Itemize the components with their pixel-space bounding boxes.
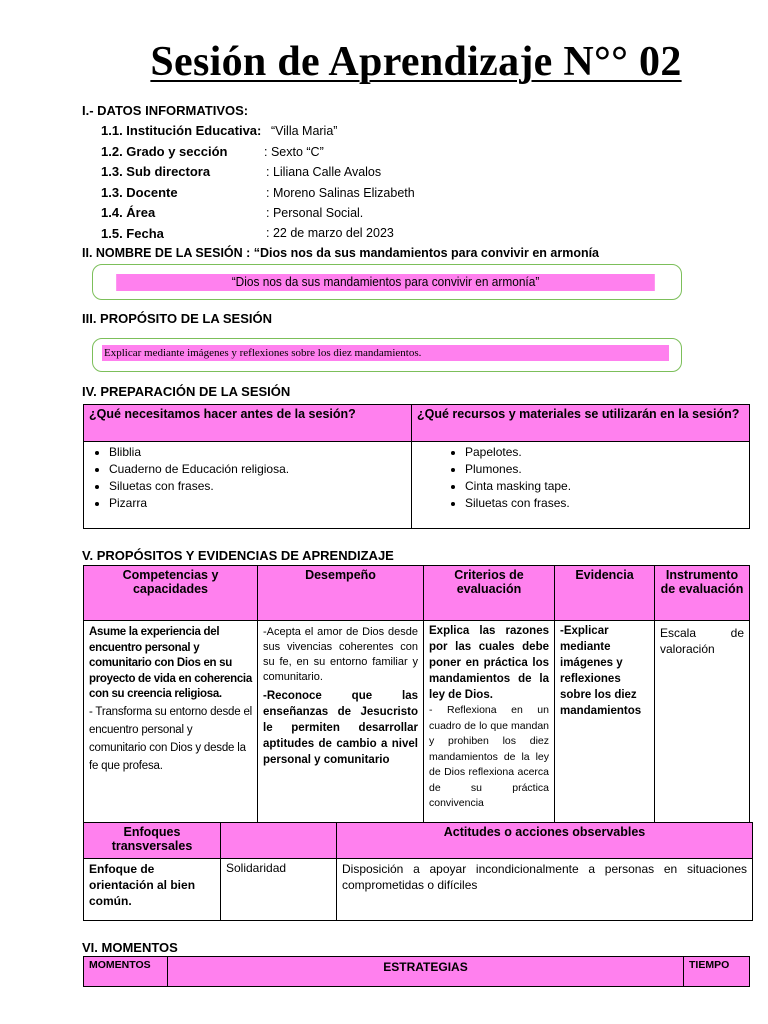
- list-item: • Siluetas con frases.: [465, 495, 744, 512]
- header-momentos: MOMENTOS: [84, 957, 168, 987]
- section-3-heading: III. PROPÓSITO DE LA SESIÓN: [82, 311, 272, 326]
- enfoque-cell: Enfoque de orientación al bien común.: [84, 859, 221, 921]
- info-value-grado: : Sexto “C”: [264, 145, 324, 159]
- competencia-sub: - Transforma su entorno desde el encuentro personal y comunitario con Dios y desde la fe que profesa.: [89, 705, 252, 772]
- criterio-1: Explica las razones por las cuales debe poner en práctica los mandamientos de la ley de Dios.: [429, 625, 549, 701]
- info-label-area: 1.4. Área: [101, 205, 156, 220]
- header-competencias: Competencias y capacidades: [84, 566, 258, 621]
- section-5-heading: V. PROPÓSITOS Y EVIDENCIAS DE APRENDIZAJE: [82, 548, 394, 563]
- header-desempeno: Desempeño: [258, 566, 424, 621]
- competencia-main: Asume la experiencia del encuentro personal y comunitario con Dios en su proyecto de vida en coherencia con su creencia religiosa.: [89, 626, 252, 700]
- info-label-docente: 1.3. Docente: [101, 185, 178, 200]
- session-name-text: “Dios nos da sus mandamientos para convivir en armonía”: [116, 274, 655, 291]
- prep-before-list-cell: [84, 442, 412, 529]
- info-value-area: : Personal Social.: [266, 206, 364, 220]
- valor-cell: Solidaridad: [221, 859, 337, 921]
- list-item: • Plumones.: [465, 461, 744, 478]
- header-actitudes: Actitudes o acciones observables: [337, 823, 753, 859]
- info-label-grado: 1.2. Grado y sección: [101, 144, 228, 159]
- preparation-table: [83, 404, 750, 529]
- enfoques-table: [83, 822, 753, 921]
- info-label-institucion: 1.1. Institución Educativa:: [101, 123, 262, 138]
- header-valor-empty: [221, 823, 337, 859]
- prep-header-before: ¿Qué necesitamos hacer antes de la sesión?: [84, 405, 412, 442]
- prep-header-resources: ¿Qué recursos y materiales se utilizarán en la sesión?: [412, 405, 750, 442]
- purpose-text: Explicar mediante imágenes y reflexiones sobre los diez mandamientos.: [102, 345, 669, 361]
- list-item: • Cinta masking tape.: [465, 478, 744, 495]
- competencia-cell: [84, 621, 258, 823]
- prep-resources-list-cell: [412, 442, 750, 529]
- list-item: • Papelotes.: [465, 444, 744, 461]
- list-item: • Bliblia: [109, 444, 406, 461]
- header-estrategias: ESTRATEGIAS: [168, 957, 684, 987]
- desempeno-cell: [258, 621, 424, 823]
- header-criterios: Criterios de evaluación: [424, 566, 555, 621]
- info-label-fecha: 1.5. Fecha: [101, 226, 164, 241]
- instrumento-text: Escala de valoración: [660, 626, 744, 656]
- desempeno-2: -Reconoce que las enseñanzas de Jesucristo le permiten desarrollar aptitudes de cambio a nivel personal y comunitario: [263, 690, 418, 766]
- actitud-cell: Disposición a apoyar incondicionalmente a personas en situaciones comprometidas o difíciles: [337, 859, 753, 921]
- instrumento-cell: [655, 621, 750, 823]
- header-enfoques: Enfoques transversales: [84, 823, 221, 859]
- header-instrumento: Instrumento de evaluación: [655, 566, 750, 621]
- section-4-heading: IV. PREPARACIÓN DE LA SESIÓN: [82, 384, 291, 399]
- info-label-subdirectora: 1.3. Sub directora: [101, 164, 211, 179]
- list-item: • Pizarra: [109, 495, 406, 512]
- info-value-institucion: “Villa Maria”: [271, 124, 338, 138]
- page-title: Sesión de Aprendizaje N°° 02: [150, 39, 682, 85]
- criterios-cell: [424, 621, 555, 823]
- section-2-heading: II. NOMBRE DE LA SESIÓN : “Dios nos da sus mandamientos para convivir en armonía: [82, 246, 600, 260]
- header-evidencia: Evidencia: [555, 566, 655, 621]
- desempeno-1: -Acepta el amor de Dios desde sus vivencias coherentes con su fe, en su entorno familiar y comunitario.: [263, 626, 418, 683]
- info-value-subdirectora: : Liliana Calle Avalos: [266, 165, 382, 179]
- purposes-table: [83, 565, 750, 823]
- info-value-fecha: : 22 de marzo del 2023: [266, 226, 394, 240]
- header-tiempo: TIEMPO: [684, 957, 750, 987]
- section-1-heading: I.- DATOS INFORMATIVOS:: [82, 103, 249, 118]
- list-item: • Siluetas con frases.: [109, 478, 406, 495]
- momentos-table: [83, 956, 750, 987]
- info-value-docente: : Moreno Salinas Elizabeth: [266, 186, 415, 200]
- section-6-heading: VI. MOMENTOS: [82, 940, 178, 955]
- list-item: • Cuaderno de Educación religiosa.: [109, 461, 406, 478]
- evidencia-cell: [555, 621, 655, 823]
- evidencia-text: -Explicar mediante imágenes y reflexiones sobre los diez mandamientos: [560, 625, 642, 717]
- criterio-2: - Reflexiona en un cuadro de lo que mandan y prohiben los diez mandamientos de la ley de Dios reflexiona acerca de su práctica convivencia: [429, 704, 549, 809]
